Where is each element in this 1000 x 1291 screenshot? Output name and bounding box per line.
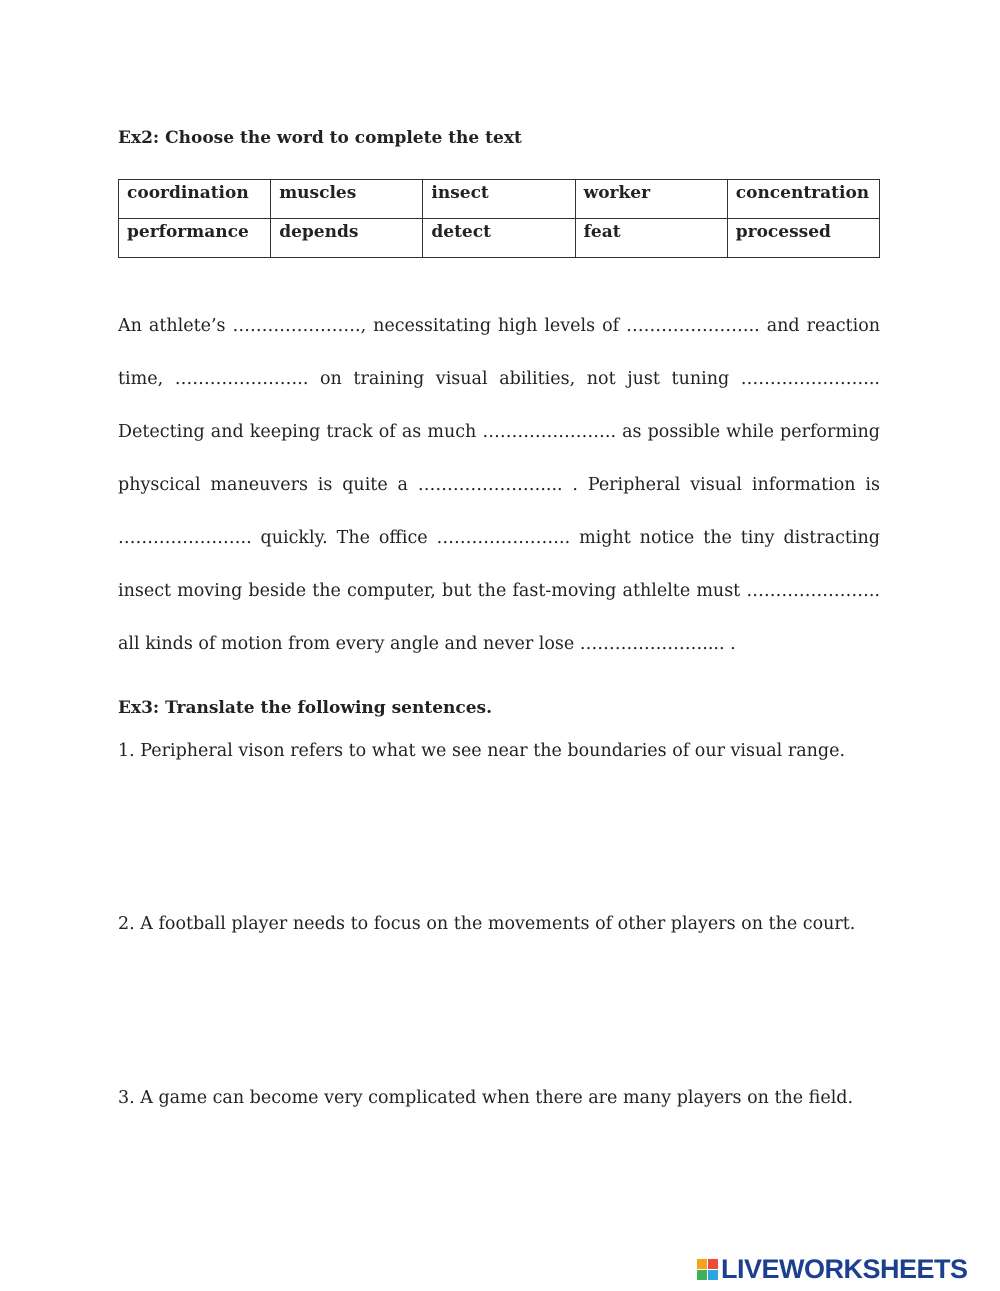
logo-block <box>697 1270 707 1280</box>
fill-in-paragraph <box>118 300 880 671</box>
word-bank-row <box>119 219 880 258</box>
word-bank-row <box>119 180 880 219</box>
paragraph-line: time, ………………….. on training visual abilities, not just tuning …………………... <box>118 369 880 389</box>
logo-blocks-icon <box>697 1259 718 1280</box>
ex2-heading: Ex2: Choose the word to complete the text <box>118 128 522 148</box>
word-bank-cell: detect <box>423 219 575 258</box>
word-bank-cell: worker <box>575 180 727 219</box>
liveworksheets-logo <box>697 1254 968 1285</box>
paragraph-line: physcical maneuvers is quite a ………………….... . Peripheral visual information is <box>118 475 880 495</box>
word-bank-cell: performance <box>119 219 271 258</box>
logo-block <box>697 1259 707 1269</box>
paragraph-line: ………………….. quickly. The office ………………….. might notice the tiny distracting <box>118 528 880 548</box>
logo-block <box>708 1270 718 1280</box>
word-bank-cell: depends <box>271 219 423 258</box>
logo-text: LIVEWORKSHEETS <box>721 1254 968 1284</box>
translation-sentence: 2. A football player needs to focus on the movements of other players on the court. <box>118 914 856 934</box>
translation-sentence: 3. A game can become very complicated when there are many players on the field. <box>118 1088 854 1108</box>
word-bank-cell: concentration <box>727 180 879 219</box>
paragraph-line: Detecting and keeping track of as much ………………….. as possible while performing <box>118 422 880 442</box>
word-bank-cell: muscles <box>271 180 423 219</box>
word-bank-table <box>118 179 880 258</box>
word-bank-cell: coordination <box>119 180 271 219</box>
ex3-heading: Ex3: Translate the following sentences. <box>118 698 493 718</box>
word-bank-cell: feat <box>575 219 727 258</box>
paragraph-line: An athlete’s …………………., necessitating high levels of ………………….. and reaction <box>118 316 880 336</box>
word-bank-cell: insect <box>423 180 575 219</box>
paragraph-line: insect moving beside the computer, but the fast-moving athlelte must ………………….. <box>118 581 880 601</box>
word-bank-cell: processed <box>727 219 879 258</box>
logo-block <box>708 1259 718 1269</box>
paragraph-line: all kinds of motion from every angle and never lose ………………….... . <box>118 634 736 654</box>
translation-sentence: 1. Peripheral vison refers to what we see near the boundaries of our visual range. <box>118 741 846 761</box>
